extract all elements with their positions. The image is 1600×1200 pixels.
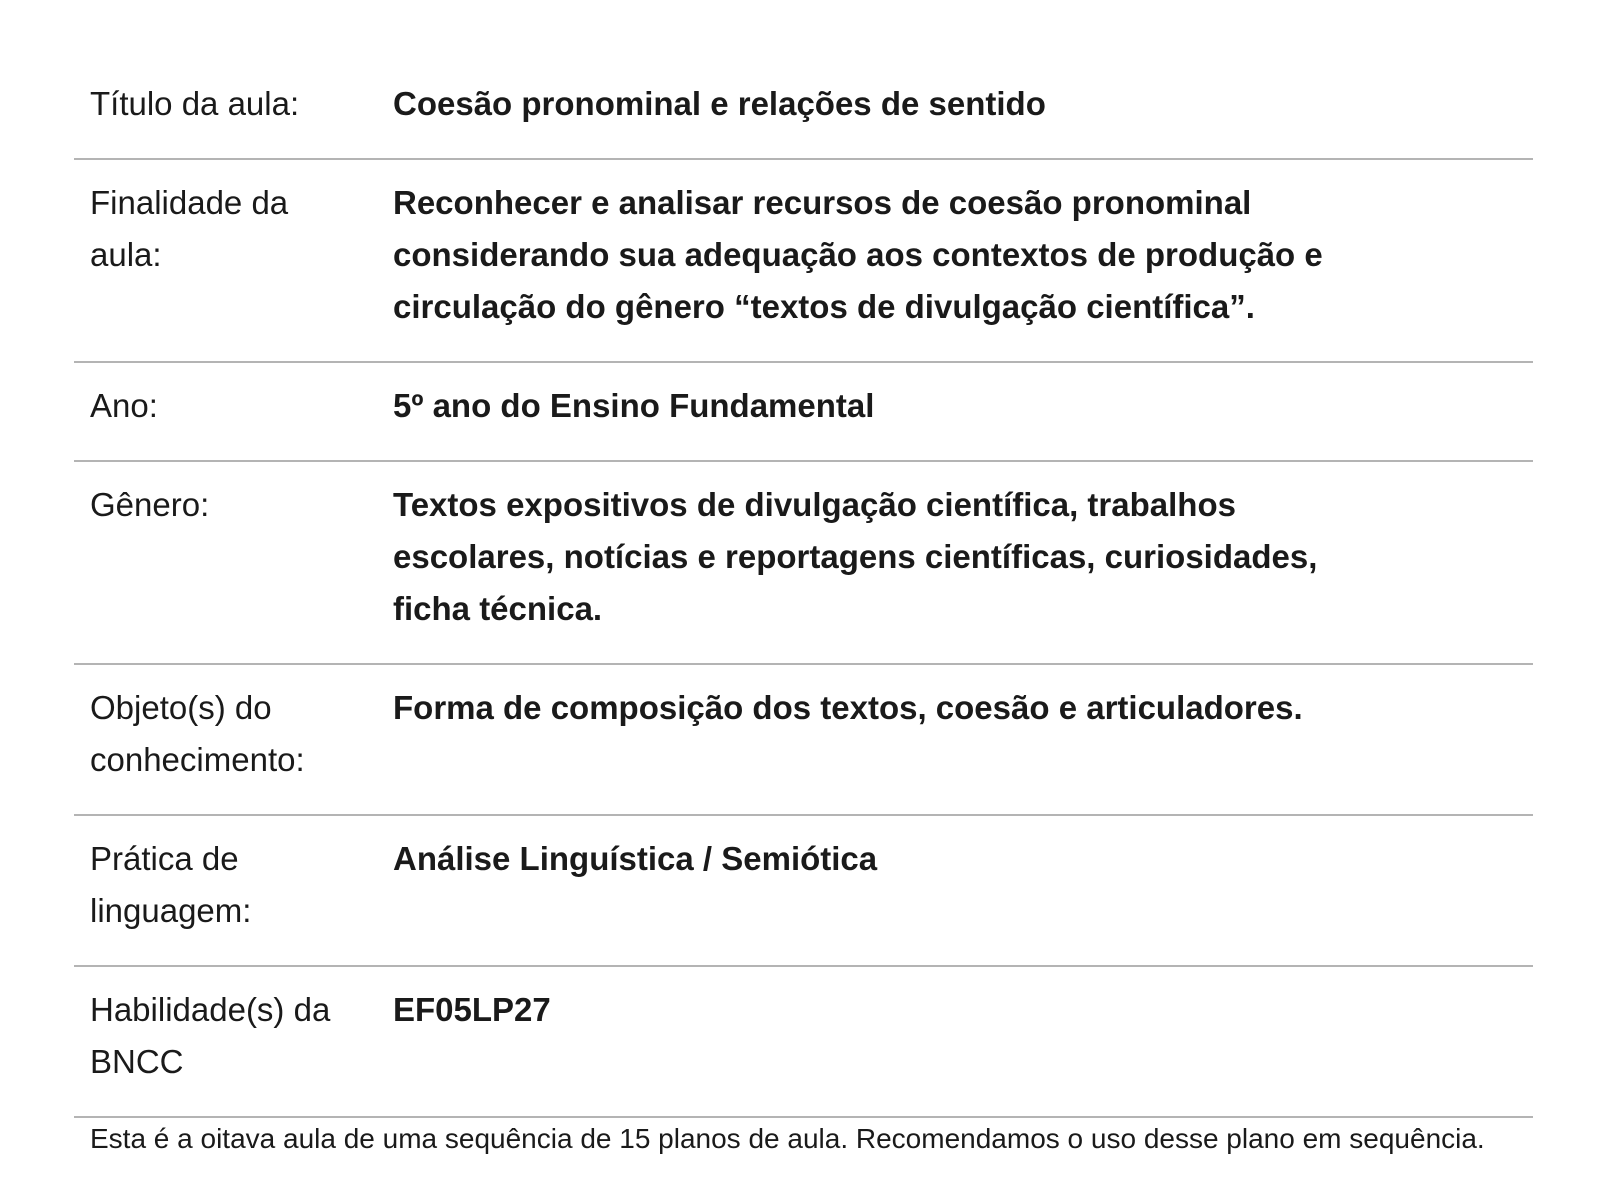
value-line: Análise Linguística / Semiótica — [393, 840, 878, 877]
row-finalidade — [74, 160, 1533, 363]
row-pratica — [74, 816, 1533, 967]
label-line: Gênero: — [90, 486, 210, 523]
value-line: circulação do gênero “textos de divulgação científica”. — [393, 288, 1255, 325]
row-habilidade — [74, 967, 1533, 1118]
label-line: Ano: — [90, 387, 158, 424]
row-value — [393, 479, 1533, 635]
row-label — [74, 78, 393, 130]
row-value — [393, 984, 1533, 1088]
value-line: escolares, notícias e reportagens científicas, curiosidades, — [393, 538, 1318, 575]
row-value — [393, 682, 1533, 786]
row-label — [74, 984, 393, 1088]
value-line: EF05LP27 — [393, 991, 551, 1028]
label-line: linguagem: — [90, 892, 252, 929]
row-value — [393, 177, 1533, 333]
value-line: Coesão pronominal e relações de sentido — [393, 85, 1046, 122]
label-line: Finalidade da — [90, 184, 289, 221]
row-value — [393, 78, 1533, 130]
value-line: considerando sua adequação aos contextos de produção e — [393, 236, 1323, 273]
label-line: Habilidade(s) da — [90, 991, 331, 1028]
row-genero — [74, 462, 1533, 665]
row-objeto — [74, 665, 1533, 816]
label-line: Objeto(s) do — [90, 689, 272, 726]
value-line: ficha técnica. — [393, 590, 603, 627]
label-line: Prática de — [90, 840, 239, 877]
row-label — [74, 177, 393, 333]
row-value — [393, 380, 1533, 432]
label-line: conhecimento: — [90, 741, 305, 778]
row-value — [393, 833, 1533, 937]
label-line: Título da aula: — [90, 85, 300, 122]
row-label — [74, 682, 393, 786]
value-line: 5º ano do Ensino Fundamental — [393, 387, 875, 424]
value-line: Textos expositivos de divulgação científica, trabalhos — [393, 486, 1236, 523]
sequence-note: Esta é a oitava aula de uma sequência de 15 planos de aula. Recomendamos o uso desse plano em sequência. — [90, 1123, 1485, 1154]
lesson-info-table — [74, 61, 1533, 1118]
value-line: Forma de composição dos textos, coesão e articuladores. — [393, 689, 1303, 726]
label-line: BNCC — [90, 1043, 184, 1080]
row-ano — [74, 363, 1533, 462]
row-label — [74, 479, 393, 635]
row-titulo — [74, 61, 1533, 160]
row-label — [74, 833, 393, 937]
row-label — [74, 380, 393, 432]
label-line: aula: — [90, 236, 162, 273]
value-line: Reconhecer e analisar recursos de coesão pronominal — [393, 184, 1252, 221]
